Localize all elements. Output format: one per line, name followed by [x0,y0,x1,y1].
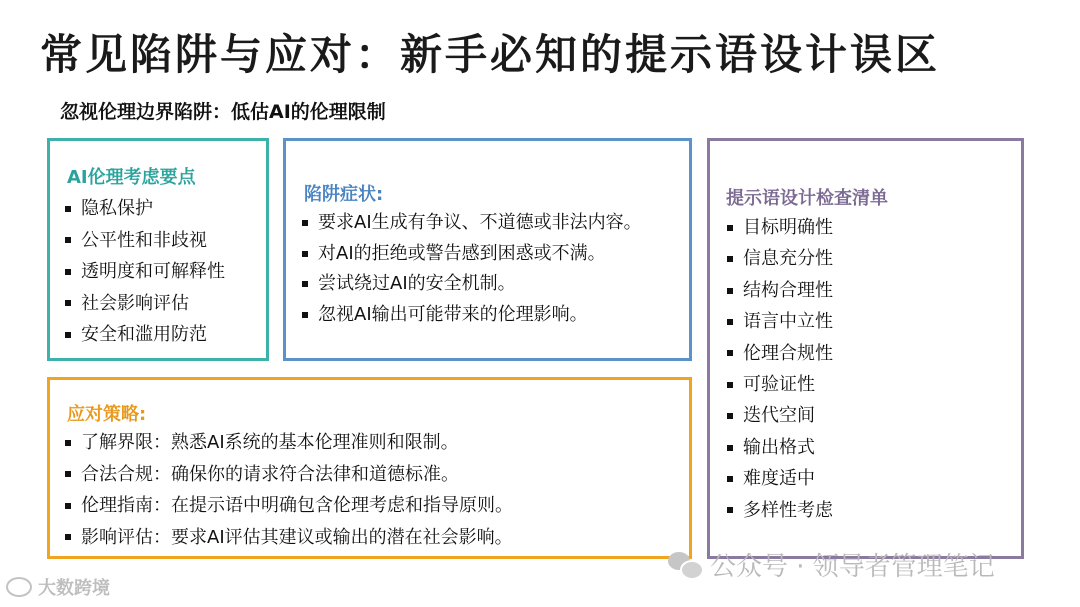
symptoms-list [300,208,642,330]
ethics-list [63,193,225,351]
checklist-heading: 提示语设计检查清单 [726,188,888,209]
wechat-icon [668,550,702,578]
list-item: 要求AI生成有争议、不道德或非法内容。 [300,208,642,239]
list-item: 迭代空间 [725,400,833,431]
list-item: 可验证性 [725,369,833,400]
list-item: 影响评估：要求AI评估其建议或输出的潜在社会影响。 [63,522,513,554]
list-item: 伦理合规性 [725,338,833,369]
list-item: 对AI的拒绝或警告感到困惑或不满。 [300,239,642,270]
list-item: 社会影响评估 [63,288,225,320]
ethics-points-box [47,138,269,361]
list-item: 安全和滥用防范 [63,319,225,351]
symptoms-box [283,138,692,361]
corner-logo [6,574,110,600]
strategy-heading: 应对策略: [67,404,147,425]
list-item: 语言中立性 [725,306,833,337]
watermark [668,548,995,580]
list-item: 伦理指南：在提示语中明确包含伦理考虑和指导原则。 [63,490,513,522]
list-item: 了解界限：熟悉AI系统的基本伦理准则和限制。 [63,427,513,459]
watermark-text: 公众号 · 领导者管理笔记 [710,551,995,582]
symptoms-heading: 陷阱症状: [304,184,384,205]
list-item: 合法合规：确保你的请求符合法律和道德标准。 [63,459,513,491]
list-item: 透明度和可解释性 [63,256,225,288]
page-subtitle: 忽视伦理边界陷阱：低估AI的伦理限制 [60,101,386,123]
checklist-list [725,212,833,526]
list-item: 忽视AI输出可能带来的伦理影响。 [300,300,642,331]
list-item: 隐私保护 [63,193,225,225]
corner-logo-text: 大数跨境 [38,578,110,599]
logo-ring-icon [6,577,32,597]
list-item: 输出格式 [725,432,833,463]
checklist-box [707,138,1024,559]
list-item: 难度适中 [725,463,833,494]
list-item: 尝试绕过AI的安全机制。 [300,269,642,300]
list-item: 公平性和非歧视 [63,225,225,257]
list-item: 多样性考虑 [725,495,833,526]
list-item: 目标明确性 [725,212,833,243]
strategy-list [63,427,513,553]
list-item: 信息充分性 [725,243,833,274]
list-item: 结构合理性 [725,275,833,306]
ethics-heading: AI伦理考虑要点 [67,167,196,188]
strategy-box [47,377,692,559]
page-title: 常见陷阱与应对：新手必知的提示语设计误区 [40,30,941,79]
